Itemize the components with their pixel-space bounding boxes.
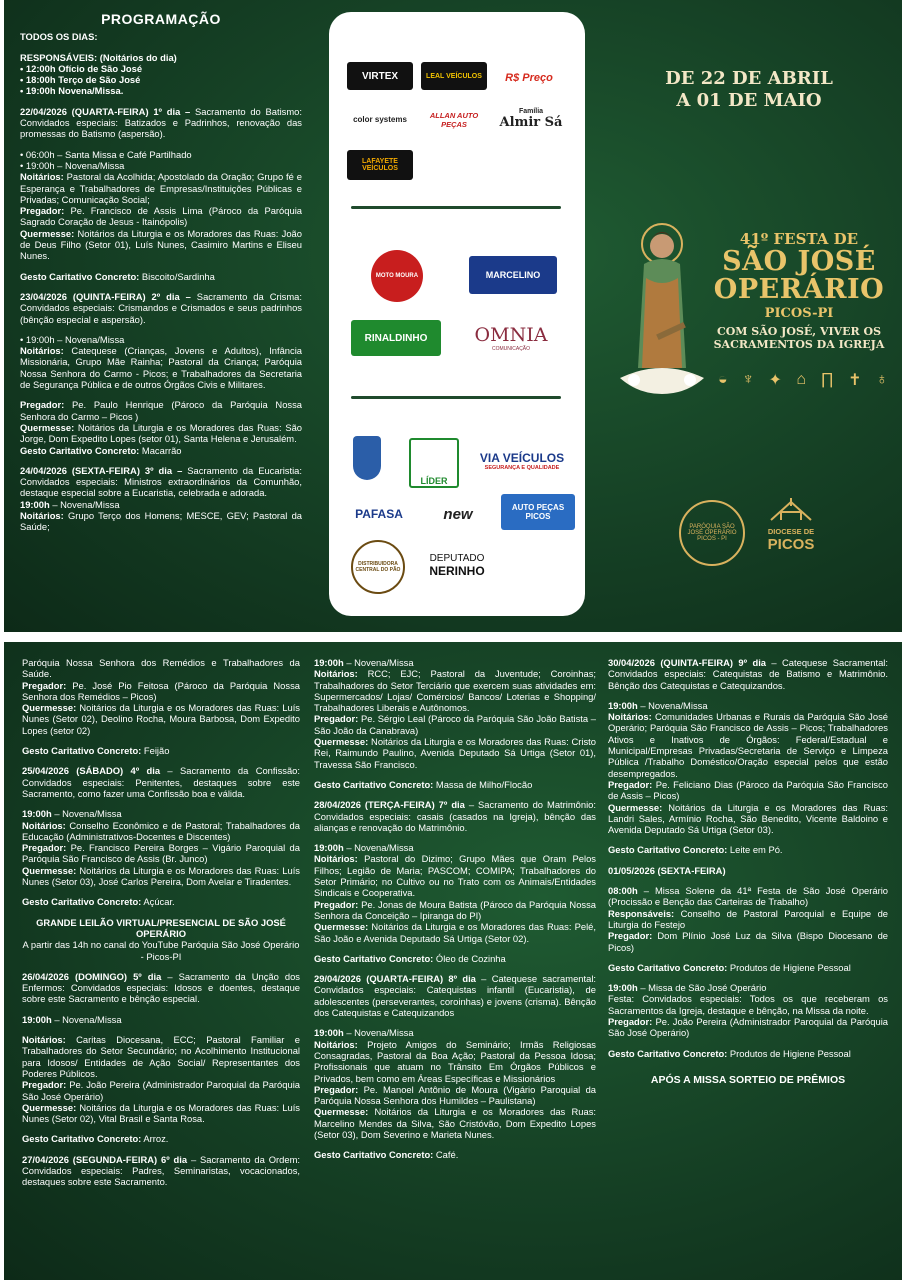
gesto-label: Gesto Caritativo Concreto: <box>608 1047 728 1059</box>
festival-motto: COM SÃO JOSÉ, VIVER OS SACRAMENTOS DA IGREJA <box>713 325 885 351</box>
sponsor-logo-marcelino: MARCELINO <box>469 256 557 294</box>
almir-label: Almir Sá <box>499 115 563 130</box>
sponsor-logo-almir-sa <box>495 104 567 134</box>
continued-text: Paróquia Nossa Senhora dos Remédios e Trabalhadores da Saúde. <box>22 657 300 680</box>
schedule-item: • 19:00h – Novena/Missa <box>20 159 125 171</box>
gesto-label: Gesto Caritativo Concreto: <box>20 444 140 456</box>
sponsor-logo-pafasa: PAFASA <box>355 507 403 521</box>
noitarios-text: Comunidades Urbanas e Rurais da Paróquia São José Operário; Paróquia São Francisco de Assis – Picos; Trabalhadores Ativos e Inativos de Órgãos: Federal/Estadual e Municipal/Empresas Privadas/Secretaria de Serviço e Limpeza Pública /Trabalho Doméstico/Oração especial pelos que estão desempregados. <box>608 711 888 779</box>
time-label: 19:00h <box>22 1013 52 1025</box>
nerinho-label: NERINHO <box>429 563 485 578</box>
gesto-text: Óleo de Cozinha <box>433 952 506 964</box>
noitarios-label: Noitários: <box>314 853 358 865</box>
quermesse-text: Noitários da Liturgia e os Moradores das Ruas: João de Deus Filho (Setor 01), Luís Nunes, Casimiro Martins e Eliseu Nunes. <box>20 227 302 262</box>
sponsor-logo-moto-moura: MOTO MOURA <box>371 250 423 302</box>
day-title: 29/04/2026 (QUARTA-FEIRA) 8º dia <box>314 973 476 985</box>
noitarios-label: Noitários: <box>314 668 358 680</box>
raffle-announcement: APÓS A MISSA SORTEIO DE PRÊMIOS <box>650 1073 846 1086</box>
pregador-text: Pe. Paulo Henrique (Pároco da Paróquia Nossa Senhora do Carmo – Picos ) <box>20 399 302 422</box>
schedule-column-3 <box>314 657 596 1170</box>
day-title: 27/04/2026 (SEGUNDA-FEIRA) 6º dia <box>22 1153 188 1165</box>
pregador-label: Pregador: <box>22 842 67 854</box>
sponsor-logo-distribuidora: DISTRIBUIDORA CENTRAL DO PÃO <box>351 540 405 594</box>
cross-icon: ✝ <box>848 372 862 389</box>
quermesse-text: Noitários da Liturgia e os Moradores das Ruas: Luís Nunes (Setor 02), Vital Brasil e Santa Rosa. <box>22 1101 300 1125</box>
city-crest-logo <box>353 436 381 480</box>
day-title: 23/04/2026 (QUINTA-FEIRA) 2º dia – <box>20 290 191 302</box>
festival-name-1: SÃO JOSÉ <box>722 246 876 277</box>
dates-line-1: DE 22 DE ABRIL <box>665 68 833 89</box>
pregador-text: Pe. Francisco Pereira Borges – Vigário Paroquial da Paróquia São Francisco de Assis (Br. Junco) <box>22 842 300 865</box>
noitarios-text: RCC; EJC; Pastoral da Juventude; Coroinhas; Trabalhadores do Setor Terciário que exercem suas atividades em: Supermercados/ Lojas/ Comércios/ Bancos/ Loterias e Shopping/ Trabalhadores Liberais e Autônomos. <box>314 668 596 714</box>
sponsor-logo-virtex: VIRTEX <box>347 62 413 90</box>
gesto-text: Café. <box>433 1149 459 1161</box>
pregador-label: Pregador: <box>608 930 653 942</box>
parish-seal: PARÓQUIA SÃO JOSÉ OPERÁRIO PICOS - PI <box>679 500 745 566</box>
sponsor-logo-lafayete: LAFAYETE VEÍCULOS <box>347 150 413 180</box>
schedule-item: • 19:00h – Novena/Missa <box>20 333 125 345</box>
day-title: 25/04/2026 (SÁBADO) 4º dia <box>22 765 161 777</box>
noitarios-label: Noitários: <box>22 819 66 831</box>
noitarios-label: Noitários: <box>314 1038 358 1050</box>
noitarios-text: Catequese (Crianças, Jovens e Adultos), Infância Missionária, Grupo Mãe Rainha; Pastoral da Criança; Paróquia Nossa Senhora do Carmo - Picos; e Trabalhadores da Secretaria de Segurança Pública e de outros Órgãos Civis e Militares. <box>20 345 302 391</box>
day-text: Sacramento da Crisma: Convidados especiais: Crismandos e Crismados e seus padrinhos (bênção especial e aspersão). <box>20 290 302 325</box>
pregador-label: Pregador: <box>22 1079 67 1091</box>
schedule-column-4 <box>608 657 888 1086</box>
sponsor-logo-lider: LÍDER <box>409 438 459 488</box>
day-text: – Sacramento da Unção dos Enfermos: Convidados especiais: Idosos e doentes, destaque sobre este Sacramento e bênção especial. <box>22 970 300 1005</box>
time-label: 19:00h <box>608 699 638 711</box>
sponsor-logo-color-systems: color systems <box>353 114 407 124</box>
time-text: – Novena/Missa <box>343 1027 414 1039</box>
stole-icon: ∏ <box>820 371 834 388</box>
pregador-text: Dom Plínio José Luz da Silva (Bispo Diocesano de Picos) <box>608 930 888 953</box>
festival-city: PICOS-PI <box>764 306 834 321</box>
daily-item: • 12:00h Ofício de São José <box>20 62 143 74</box>
pregador-text: Pe. Manoel Antônio de Moura (Vigário Paroquial da Paróquia Nossa Senhora dos Humildes – Paulistana) <box>314 1083 596 1107</box>
day-title: 01/05/2026 (SEXTA-FEIRA) <box>608 864 726 876</box>
time-label: 19:00h <box>314 842 344 854</box>
chalice-icon: ♆ <box>742 371 755 388</box>
noitarios-text: Conselho Econômico e de Pastoral; Trabalhadores da Educação (Administrativos-Docentes e Discentes) <box>22 819 300 842</box>
diocese-logo <box>756 498 826 553</box>
quermesse-label: Quermesse: <box>20 421 75 433</box>
festival-edition: 41º FESTA DE <box>739 230 859 248</box>
separator-line <box>351 206 561 209</box>
day-title: 28/04/2026 (TERÇA-FEIRA) 7º dia <box>314 799 465 811</box>
sponsor-logo-new: new <box>443 505 473 523</box>
diocese-label-2: PICOS <box>767 536 815 553</box>
sponsor-logo-nerinho <box>415 548 499 582</box>
noitarios-label: Noitários: <box>20 509 64 521</box>
time-text: – Novena/Missa <box>51 1013 122 1025</box>
quermesse-text: Noitários da Liturgia e os Moradores das Ruas: Marcelino Mendes da Silva, São Cristóvão, Dom Expedito Lopes (Setor 03), Dom Severino e Marieta Nunes. <box>314 1106 596 1140</box>
quermesse-text: Noitários da Liturgia e os Moradores das Ruas: Luís Nunes (Setor 03), José Carlos Pereira, Dom Avelar e Tiradentes. <box>22 864 300 888</box>
dates-line-2: A 01 DE MAIO <box>676 90 822 111</box>
pregador-label: Pregador: <box>22 679 67 691</box>
quermesse-text: Noitários da Liturgia e os Moradores das Ruas: Landri Sales, Armínio Rocha, São Benedito, Vicente Baldoino e Avenida Deputado Sá Urtiga (Setor 03). <box>608 801 888 836</box>
day-text: – Catequese sacramental: Convidados especiais: Catequistas infantil (Eucaristia), de adolescentes (perseverantes, coroinhas) e jovens (crisma). Bênção dos Catequistas e Catequizandos <box>314 973 597 1019</box>
pregador-text: Pe. João Pereira (Administrador Paroquial da Paróquia São José Operário) <box>608 1016 888 1039</box>
time-label: 08:00h <box>608 885 638 897</box>
gesto-label: Gesto Caritativo Concreto: <box>608 844 728 856</box>
oil-icon: ♁ <box>875 371 888 388</box>
gesto-text: Leite em Pó. <box>727 844 783 856</box>
noitarios-text: Caritas Diocesana, ECC; Pastoral Familiar e Trabalhadores do Setor Secundário; no Acolhimento Institucional para Idosos/ Entidades de Ação Social/ Representantes dos Poderes Públicos. <box>22 1034 300 1079</box>
gesto-text: Produtos de Higiene Pessoal <box>727 961 851 973</box>
gesto-label: Gesto Caritativo Concreto: <box>22 1133 142 1145</box>
festival-dates <box>644 68 854 112</box>
daily-item: • 19:00h Novena/Missa. <box>20 85 124 97</box>
responsaveis-label: RESPONSÁVEIS: (Noitários do dia) <box>20 51 177 63</box>
time-text: – Novena/Missa <box>49 498 120 510</box>
gesto-label: Gesto Caritativo Concreto: <box>314 778 434 790</box>
folder-cover-panel <box>4 0 902 632</box>
pregador-label: Pregador: <box>608 1016 653 1028</box>
day-title: 26/04/2026 (DOMINGO) 5º dia <box>22 970 162 982</box>
quermesse-label: Quermesse: <box>608 801 663 813</box>
sponsor-logo-leal: LEAL VEÍCULOS <box>421 62 487 90</box>
schedule-column-1 <box>20 11 302 533</box>
almir-top-label: Família <box>518 108 544 115</box>
pregador-label: Pregador: <box>314 898 359 910</box>
time-label: 19:00h <box>608 982 638 994</box>
quermesse-label: Quermesse: <box>314 1106 369 1118</box>
gesto-label: Gesto Caritativo Concreto: <box>20 270 140 282</box>
quermesse-text: Noitários da Liturgia e os Moradores das Ruas: São Jorge, Dom Expedito Lopes (setor 01), Santa Helena e Jerusalém. <box>20 421 302 445</box>
saint-joseph-image <box>616 218 708 408</box>
pregador-label: Pregador: <box>314 1083 359 1095</box>
time-text: – Novena/Missa <box>637 699 708 711</box>
festival-name-2: OPERÁRIO <box>713 274 885 305</box>
noitarios-text: Pastoral do Dizimo; Grupo Mães que Oram Pelos Filhos; Legião de Maria; PASCOM; COMIPA; Trabalhadores do Setor Primário; no Cultivo ou no Trato com os Animais/Entidades Sindicais e Cooperativa. <box>314 853 596 899</box>
schedule-column-2 <box>22 657 300 1197</box>
sponsor-logo-via <box>471 446 573 476</box>
quermesse-label: Quermesse: <box>22 702 77 714</box>
dove-icon: ✦ <box>768 372 782 389</box>
time-label: 19:00h <box>314 1027 344 1039</box>
daily-item: • 18:00h Terço de São José <box>20 74 141 86</box>
festa-text: Festa: Convidados especiais: Todos os que receberam os Sacramentos da Igreja, destaque e bênção, na Missa da noite. <box>608 993 888 1016</box>
noitarios-label: Noitários: <box>20 171 64 183</box>
sponsors-card <box>329 12 585 616</box>
quermesse-label: Quermesse: <box>22 1101 77 1113</box>
church-icon <box>769 498 813 522</box>
day-text: – Sacramento da Confissão: Convidados especiais: Penitentes, destaques sobre este Sacramento, como fazer uma Confissão boa e válida. <box>22 765 300 799</box>
time-text: – Novena/Missa <box>343 842 414 854</box>
schedule-item: • 06:00h – Santa Missa e Café Partilhado <box>20 148 192 160</box>
noitarios-label: Noitários: <box>20 345 64 357</box>
gesto-label: Gesto Caritativo Concreto: <box>22 896 142 908</box>
pregador-label: Pregador: <box>314 713 359 725</box>
responsaveis-label: Responsáveis: <box>608 907 675 919</box>
noitarios-text: Projeto Amigos do Seminário; Irmãs Religiosas Consagradas, Pastoral da Boa Ação; Pastoral da Pessoa Idosa; Profissionais que atuam no Trânsito Em Órgãos Públicos e Privados, bem como em Áreas Específicas e Missionários <box>314 1038 596 1084</box>
sponsor-logo-omnia <box>463 320 559 356</box>
programacao-heading: PROGRAMAÇÃO <box>101 11 221 27</box>
day-text: – Sacramento da Ordem: Convidados especiais: Padres, Seminaristas, vocacionados, destaques sobre este Sacramento. <box>22 1153 300 1188</box>
time-text: – Missa de São José Operário <box>637 982 767 994</box>
gesto-label: Gesto Caritativo Concreto: <box>22 745 142 757</box>
pregador-text: Pe. Jonas de Moura Batista (Pároco da Paróquia Nossa Senhora da Conceição – Ipiranga do PI) <box>314 898 596 921</box>
gesto-text: Feijão <box>141 745 170 757</box>
gesto-text: Macarrão <box>139 444 182 456</box>
gesto-text: Açúcar. <box>141 896 175 908</box>
gesto-text: Massa de Milho/Flocão <box>433 778 533 790</box>
confessional-icon: ⌂ <box>796 371 807 388</box>
noitarios-text: Pastoral da Acolhida; Apostolado da Oração; Grupo fé e Esperança e Trabalhadores de Empresas/Instituições Públicas e Privadas; Comunicação Social; <box>20 171 302 205</box>
pregador-text: Pe. Feliciano Dias (Pároco da Paróquia São Francisco de Assis – Picos) <box>608 778 888 802</box>
todos-dias-label: TODOS OS DIAS: <box>20 31 98 43</box>
sponsor-logo-preco: R$ Preço <box>505 72 553 84</box>
pregador-text: Pe. Sérgio Leal (Pároco da Paróquia São João Batista – São João da Canabrava) <box>314 713 596 736</box>
time-label: 19:00h <box>22 808 52 820</box>
leilao-text: A partir das 14h no canal do YouTube Paróquia São José Operário - Picos-PI <box>22 939 300 962</box>
sacrament-symbols <box>718 366 888 394</box>
responsaveis-text: Conselho de Pastoral Paroquial e Equipe de Liturgia do Festejo <box>608 907 888 930</box>
time-text: – Novena/Missa <box>51 808 122 820</box>
sponsor-logo-rinaldinho: RINALDINHO <box>351 320 441 356</box>
deputado-label: DEPUTADO <box>429 552 485 564</box>
noitarios-label: Noitários: <box>22 1034 66 1046</box>
pregador-label: Pregador: <box>20 399 65 411</box>
leilao-title: GRANDE LEILÃO VIRTUAL/PRESENCIAL DE SÃO JOSÉ OPERÁRIO <box>36 916 286 939</box>
quermesse-text: Noitários da Liturgia e os Moradores das Ruas: Pelé, São João e Avenida Deputado Sá Urtiga (Setor 02). <box>314 921 596 944</box>
folder-inside-panel <box>4 642 902 1280</box>
gesto-text: Arroz. <box>141 1133 169 1145</box>
pregador-text: Pe. João Pereira (Administrador Paroquial da Paróquia São José Operário) <box>22 1079 300 1102</box>
time-text: – Missa Solene da 41ª Festa de São José Operário (Procissão e Benção das Carteiras de Trabalho) <box>608 885 888 908</box>
via-label: VIA VEÍCULOS <box>479 451 565 465</box>
pregador-text: Pe. José Pio Feitosa (Pároco da Paróquia Nossa Senhora dos Remédios – Picos) <box>22 679 300 702</box>
day-title: 30/04/2026 (QUINTA-FEIRA) 9º dia <box>608 657 767 668</box>
shell-icon: ◒ <box>718 371 728 388</box>
time-label: 19:00h <box>20 498 50 510</box>
diocese-label-1: DIOCESE DE <box>767 527 815 536</box>
noitarios-label: Noitários: <box>608 711 652 723</box>
pregador-text: Pe. Francisco de Assis Lima (Pároco da Paróquia Sagrado Coração de Jesus - Itainópolis) <box>20 205 302 228</box>
gesto-label: Gesto Caritativo Concreto: <box>314 1149 434 1161</box>
day-title: 24/04/2026 (SEXTA-FEIRA) 3º dia – <box>20 464 183 476</box>
via-sub-label: SEGURANÇA E QUALIDADE <box>484 465 560 471</box>
day-text: – Sacramento do Matrimônio: Convidados especiais: casais (casados na Igreja), bênção das alianças e renovação do Matrimônio. <box>314 799 596 833</box>
gesto-label: Gesto Caritativo Concreto: <box>608 961 728 973</box>
noitarios-text: Grupo Terço dos Homens; MESCE, GEV; Pastoral da Saúde; <box>20 509 302 533</box>
gesto-text: Produtos de Higiene Pessoal <box>727 1047 851 1059</box>
day-text: Sacramento da Eucaristia: Convidados especiais: Ministros extraordinários da Comunhão, destaque especial sobre a Eucaristia, celebrada e adorada. <box>20 464 302 499</box>
day-text: Sacramento do Batismo: Convidados especiais: Batizados e Padrinhos, renovação das promessas do Batismo (aspersão). <box>20 105 302 140</box>
gesto-label: Gesto Caritativo Concreto: <box>314 952 434 964</box>
gesto-text: Biscoito/Sardinha <box>139 270 215 282</box>
omnia-sub-label: COMUNICAÇÃO <box>491 346 531 352</box>
omnia-label: OMNIA <box>474 324 548 346</box>
day-title: 22/04/2026 (QUARTA-FEIRA) 1º dia – <box>20 105 191 117</box>
time-text: – Novena/Missa <box>343 657 414 668</box>
festival-title-block <box>704 230 894 351</box>
quermesse-label: Quermesse: <box>22 864 77 876</box>
quermesse-label: Quermesse: <box>314 736 369 748</box>
separator-line <box>351 396 561 399</box>
day-text: – Catequese Sacramental: Convidados especiais: Catequistas de Batismo e Matrimônio. Bênção dos Catequistas e Catequizandos. <box>608 657 888 691</box>
quermesse-label: Quermesse: <box>20 227 75 239</box>
sponsor-logo-auto-pecas-picos: AUTO PEÇAS PICOS <box>501 494 575 530</box>
sponsor-logo-allan: ALLAN AUTO PEÇAS <box>429 111 479 129</box>
pregador-label: Pregador: <box>608 778 653 790</box>
time-label: 19:00h <box>314 657 344 668</box>
quermesse-text: Noitários da Liturgia e os Moradores das Ruas: Luís Nunes (Setor 02), Deolino Rocha, Moura Barbosa, Dom Expedito Lopes (setor 02) <box>22 702 300 736</box>
quermesse-label: Quermesse: <box>314 921 369 933</box>
pregador-label: Pregador: <box>20 205 65 217</box>
quermesse-text: Noitários da Liturgia e os Moradores das Ruas: Cristo Rei, Raimundo Paulino, Avenida Deputado Sá Urtiga (Setor 01), Travessa São Francisco. <box>314 736 596 770</box>
